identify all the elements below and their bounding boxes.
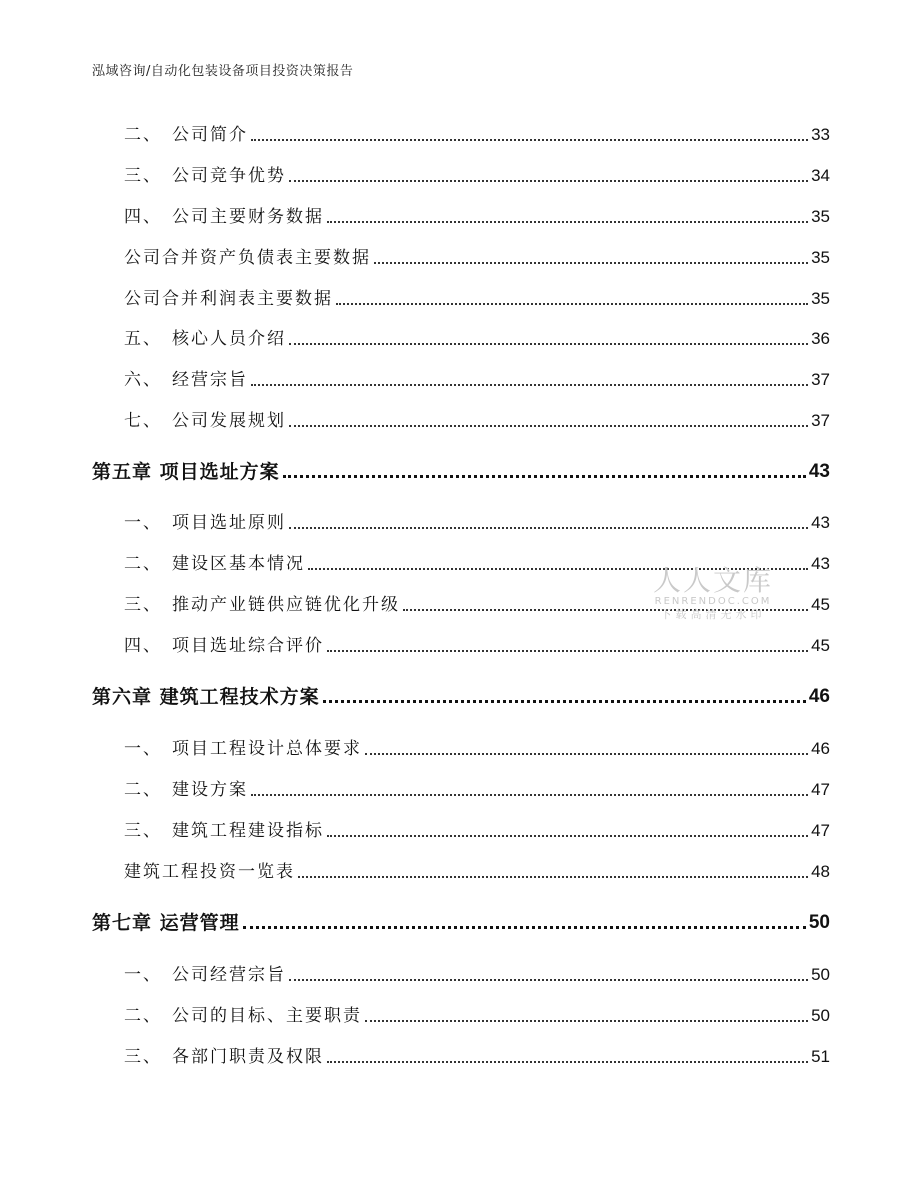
toc-leader-dots xyxy=(289,979,808,981)
toc-entry-text: 项目选址综合评价 xyxy=(172,636,324,656)
toc-leader-dots xyxy=(289,527,808,529)
toc-entry[interactable] xyxy=(92,1044,830,1070)
toc-entry[interactable] xyxy=(92,510,830,536)
toc-entry-title xyxy=(92,204,324,230)
toc-entry-page: 36 xyxy=(811,329,830,348)
toc-entry-number: 一、 xyxy=(124,739,162,759)
toc-entry-text: 建筑工程建设指标 xyxy=(172,821,324,841)
toc-leader-dots xyxy=(365,1020,808,1022)
toc-chapter-page: 50 xyxy=(808,912,830,933)
toc-entry-text: 建设方案 xyxy=(172,780,248,800)
toc-entry-page: 50 xyxy=(811,965,830,984)
toc-entry-number: 三、 xyxy=(124,166,162,186)
toc-entry-title xyxy=(92,367,248,393)
toc-entry-number: 一、 xyxy=(124,965,162,985)
toc-entry-text: 经营宗旨 xyxy=(172,370,248,390)
toc-entry-title xyxy=(92,551,305,577)
toc-entry-page: 47 xyxy=(811,821,830,840)
toc-chapter-title: 第六章 建筑工程技术方案 xyxy=(92,686,320,708)
toc-entry-page: 45 xyxy=(811,595,830,614)
toc-entry-number: 六、 xyxy=(124,370,162,390)
toc-entry-title xyxy=(92,326,286,352)
toc-chapter[interactable] xyxy=(92,910,830,936)
toc-entry[interactable] xyxy=(92,818,830,844)
toc-entry-text: 公司合并利润表主要数据 xyxy=(124,289,333,309)
toc-entry-title xyxy=(92,122,248,148)
watermark xyxy=(648,566,778,622)
toc-entry-page: 46 xyxy=(811,739,830,758)
toc-entry[interactable] xyxy=(92,163,830,189)
toc-entry-page: 37 xyxy=(811,370,830,389)
toc-entry[interactable] xyxy=(92,204,830,230)
toc-leader-dots xyxy=(327,1061,808,1063)
toc-entry-number: 五、 xyxy=(124,329,162,349)
toc-leader-dots xyxy=(327,650,808,652)
toc-entry-page: 43 xyxy=(811,513,830,532)
toc-entry-page: 51 xyxy=(811,1047,830,1066)
toc-entry-title xyxy=(92,962,286,988)
toc-leader-dots xyxy=(289,343,808,345)
toc-entry-number: 二、 xyxy=(124,1006,162,1026)
toc-entry-text: 公司的目标、主要职责 xyxy=(172,1006,362,1026)
toc-entry-title xyxy=(92,633,324,659)
toc-entry-text: 各部门职责及权限 xyxy=(172,1047,324,1067)
toc-chapter-page: 46 xyxy=(808,686,830,707)
toc-leader-dots xyxy=(365,753,808,755)
toc-chapter[interactable] xyxy=(92,684,830,710)
toc-leader-dots xyxy=(243,926,806,929)
toc-entry-number: 四、 xyxy=(124,636,162,656)
toc-leader-dots xyxy=(298,876,808,878)
toc-entry-number: 四、 xyxy=(124,207,162,227)
toc-leader-dots xyxy=(323,700,806,703)
toc-entry[interactable] xyxy=(92,859,830,885)
toc-entry[interactable] xyxy=(92,122,830,148)
toc-entry[interactable] xyxy=(92,367,830,393)
toc-entry-page: 47 xyxy=(811,780,830,799)
toc-leader-dots xyxy=(374,262,808,264)
toc-entry-text: 建设区基本情况 xyxy=(172,554,305,574)
toc-entry-title xyxy=(92,1044,324,1070)
toc-entry[interactable] xyxy=(92,245,830,271)
toc-entry-text: 项目工程设计总体要求 xyxy=(172,739,362,759)
toc-entry-text: 公司竞争优势 xyxy=(172,166,286,186)
toc-entry-page: 45 xyxy=(811,636,830,655)
toc-entry-title xyxy=(92,286,333,312)
toc-leader-dots xyxy=(336,303,808,305)
toc-chapter-title: 第五章 项目选址方案 xyxy=(92,461,280,483)
toc-leader-dots xyxy=(251,384,808,386)
toc-entry-title xyxy=(92,245,371,271)
toc-entry[interactable] xyxy=(92,408,830,434)
toc-entry[interactable] xyxy=(92,1003,830,1029)
toc-leader-dots xyxy=(251,139,808,141)
toc-entry[interactable] xyxy=(92,286,830,312)
toc-entry-page: 34 xyxy=(811,166,830,185)
toc-entry-number: 一、 xyxy=(124,513,162,533)
toc-leader-dots xyxy=(289,425,808,427)
toc-entry[interactable] xyxy=(92,633,830,659)
toc-chapter-title: 第七章 运营管理 xyxy=(92,912,240,934)
toc-entry-number: 二、 xyxy=(124,125,162,145)
toc-leader-dots xyxy=(327,221,808,223)
toc-entry-page: 33 xyxy=(811,125,830,144)
toc-entry-number: 三、 xyxy=(124,1047,162,1067)
toc-entry-title xyxy=(92,859,295,885)
toc-entry-page: 43 xyxy=(811,554,830,573)
toc-entry-page: 37 xyxy=(811,411,830,430)
toc-leader-dots xyxy=(289,180,808,182)
toc-entry-page: 50 xyxy=(811,1006,830,1025)
toc-entry-page: 48 xyxy=(811,862,830,881)
toc-entry-text: 推动产业链供应链优化升级 xyxy=(172,595,400,615)
toc-entry-number: 二、 xyxy=(124,554,162,574)
toc-entry-text: 公司主要财务数据 xyxy=(172,207,324,227)
watermark-slogan: 下载高清无水印 xyxy=(660,608,766,621)
toc-entry-page: 35 xyxy=(811,289,830,308)
toc-entry-title xyxy=(92,1003,362,1029)
toc-entry-title xyxy=(92,408,286,434)
toc-entry-number: 三、 xyxy=(124,595,162,615)
toc-entry-text: 公司合并资产负债表主要数据 xyxy=(124,248,371,268)
toc-entry-text: 核心人员介绍 xyxy=(172,329,286,349)
toc-entry-title xyxy=(92,818,324,844)
toc-entry-text: 公司发展规划 xyxy=(172,411,286,431)
toc-entry-text: 公司简介 xyxy=(172,125,248,145)
toc-entry-number: 七、 xyxy=(124,411,162,431)
toc-entry-text: 建筑工程投资一览表 xyxy=(124,862,295,882)
toc-entry-text: 公司经营宗旨 xyxy=(172,965,286,985)
toc-leader-dots xyxy=(251,794,808,796)
watermark-url: RENRENDOC.COM xyxy=(654,596,772,607)
toc-entry-title xyxy=(92,736,362,762)
watermark-logo-text: 人人文库 xyxy=(652,564,773,597)
toc-entry[interactable] xyxy=(92,777,830,803)
toc-entry-text: 项目选址原则 xyxy=(172,513,286,533)
toc-leader-dots xyxy=(327,835,808,837)
toc-entry-number: 二、 xyxy=(124,780,162,800)
toc-entry[interactable] xyxy=(92,326,830,352)
toc-entry-page: 35 xyxy=(811,207,830,226)
page-header: 泓域咨询/自动化包装设备项目投资决策报告 xyxy=(92,64,354,79)
toc-entry[interactable] xyxy=(92,962,830,988)
toc-entry-number: 三、 xyxy=(124,821,162,841)
toc-entry-title xyxy=(92,592,400,618)
toc-entry[interactable] xyxy=(92,736,830,762)
toc-leader-dots xyxy=(283,475,806,478)
toc-entry-title xyxy=(92,777,248,803)
toc-entry-title xyxy=(92,510,286,536)
toc-chapter-page: 43 xyxy=(808,461,830,482)
toc-entry-page: 35 xyxy=(811,248,830,267)
toc-entry-title xyxy=(92,163,286,189)
toc-chapter[interactable] xyxy=(92,459,830,485)
